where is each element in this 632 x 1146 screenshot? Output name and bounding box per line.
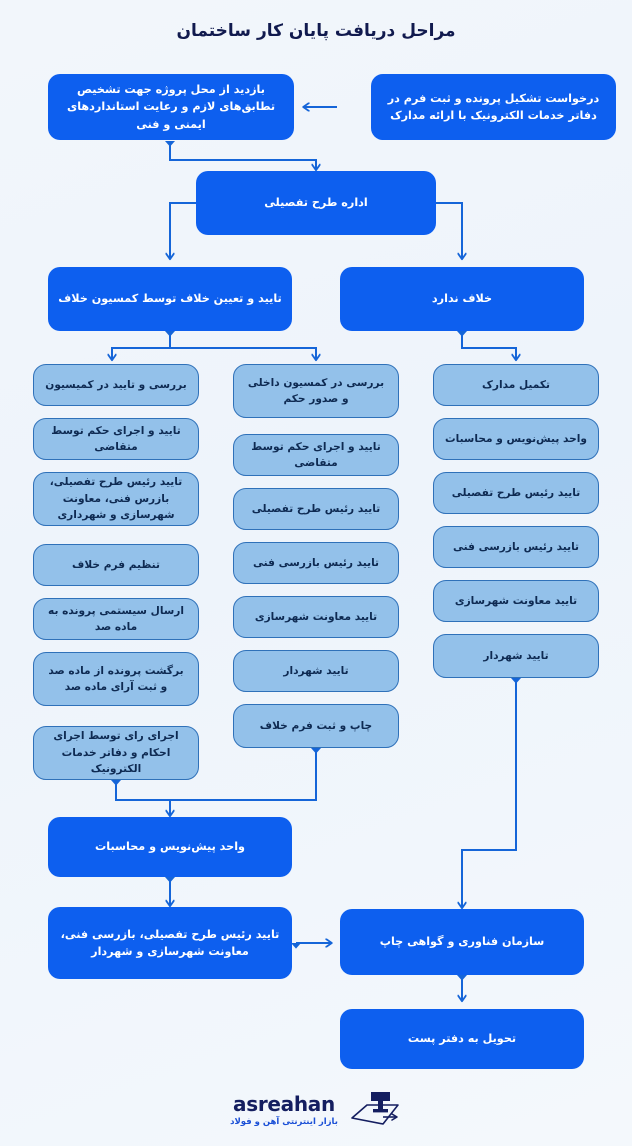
node-site-visit[interactable] (48, 74, 294, 140)
node-no-violation-label: خلاف ندارد (431, 292, 493, 306)
list-item[interactable] (33, 726, 199, 780)
list-item[interactable] (433, 472, 599, 514)
list-item[interactable] (233, 434, 399, 476)
list-item[interactable] (233, 364, 399, 418)
right-col-item-3: تایید رئیس بازرسی فنی (452, 540, 580, 553)
node-tech-org-certificate-label: سازمان فناوری و گواهی چاپ (379, 935, 545, 949)
list-item[interactable] (433, 580, 599, 622)
right-col-item-4: تایید معاونت شهرسازی (454, 594, 578, 607)
right-col-item-1: واحد پیش‌نویس و محاسبات (444, 432, 587, 445)
middle-col-item-6: چاپ و ثبت فرم خلاف (259, 719, 373, 732)
node-final-approvals-label: تایید رئیس طرح تفصیلی، بازرسی فنی، معاونت شهرسازی و شهردار (60, 927, 280, 958)
list-item[interactable] (33, 472, 199, 526)
middle-col-item-2: تایید رئیس طرح تفصیلی (251, 502, 381, 515)
list-item[interactable] (433, 634, 599, 678)
list-item[interactable] (233, 542, 399, 584)
node-violation-commission[interactable] (48, 267, 292, 331)
right-col-item-2: تایید رئیس طرح تفصیلی (451, 486, 581, 499)
node-tech-org-certificate[interactable] (340, 909, 584, 975)
left-col-item-5: برگشت پرونده از ماده صد و ثبت آرای ماده صد (48, 664, 184, 693)
node-draft-unit-label: واحد پیش‌نویس و محاسبات (95, 840, 245, 854)
right-col-item-0: تکمیل مدارک (482, 378, 550, 391)
node-deliver-post-office[interactable] (340, 1009, 584, 1069)
node-detail-plan-office[interactable] (196, 171, 436, 235)
list-item[interactable] (433, 418, 599, 460)
middle-col-item-3: تایید رئیس بازرسی فنی (252, 556, 380, 569)
left-col-item-1: تایید و اجرای حکم توسط متقاضی (51, 424, 181, 453)
middle-col-item-4: تایید معاونت شهرسازی (254, 610, 378, 623)
right-col-item-5: تایید شهردار (483, 649, 549, 662)
anvil-icon (348, 1088, 402, 1132)
node-site-visit-label: بازدید از محل پروژه جهت تشخیص تطابق‌های لازم و رعایت استانداردهای ایمنی و فنی (66, 82, 276, 131)
brand-name: asreahan (233, 1091, 335, 1116)
left-col-item-0: بررسی و تایید در کمیسیون (45, 378, 187, 391)
node-deliver-post-office-label: تحویل به دفتر پست (407, 1032, 517, 1046)
middle-col-item-1: تایید و اجرای حکم توسط متقاضی (251, 440, 381, 469)
list-item[interactable] (233, 596, 399, 638)
page-title: مراحل دریافت پایان کار ساختمان (176, 21, 456, 41)
node-start-request[interactable] (371, 74, 616, 140)
node-detail-plan-office-label: اداره طرح تفصیلی (264, 196, 368, 210)
list-item[interactable] (33, 418, 199, 460)
brand-logo (0, 1088, 632, 1132)
middle-col-item-5: تایید شهردار (283, 664, 349, 677)
list-item[interactable] (33, 598, 199, 640)
list-item[interactable] (433, 526, 599, 568)
left-col-item-4: ارسال سیستمی پرونده به ماده صد (48, 604, 184, 633)
list-item[interactable] (433, 364, 599, 406)
node-draft-unit[interactable] (48, 817, 292, 877)
brand-tagline: بازار اینترنتی آهن و فولاد (230, 1116, 338, 1127)
left-col-item-2: تایید رئیس طرح تفصیلی، بازرس فنی، معاونت شهرسازی و شهرداری (49, 476, 183, 522)
left-col-item-6: اجرای رای توسط اجرای احکام و دفاتر خدمات الکترونیک (53, 730, 179, 776)
node-final-approvals[interactable] (48, 907, 292, 979)
list-item[interactable] (233, 650, 399, 692)
list-item[interactable] (33, 652, 199, 706)
list-item[interactable] (233, 488, 399, 530)
list-item[interactable] (233, 704, 399, 748)
list-item[interactable] (33, 544, 199, 586)
list-item[interactable] (33, 364, 199, 406)
node-start-request-label: درخواست تشکیل پرونده و ثبت فرم در دفاتر خدمات الکترونیک با ارائه مدارک (387, 91, 600, 122)
node-no-violation[interactable] (340, 267, 584, 331)
left-col-item-3: تنظیم فرم خلاف (72, 558, 160, 571)
brand-wordmark (230, 1093, 338, 1128)
node-violation-commission-label: تایید و تعیین خلاف توسط کمسیون خلاف (58, 292, 282, 306)
middle-col-item-0: بررسی در کمسیون داخلی و صدور حکم (247, 376, 385, 405)
